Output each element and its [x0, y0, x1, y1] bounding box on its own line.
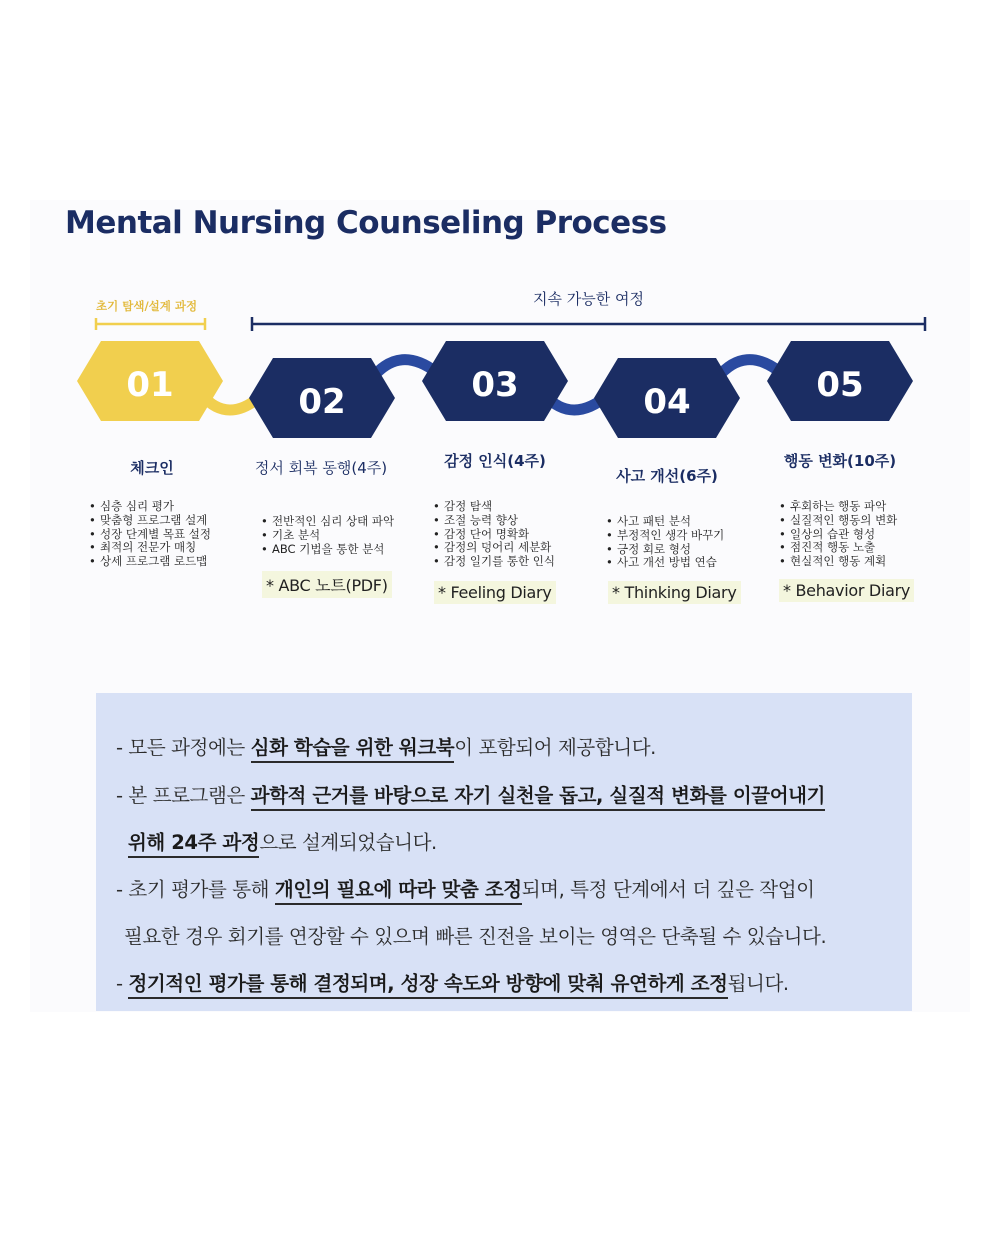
page-title: Mental Nursing Counseling Process: [65, 205, 667, 241]
stage-03-number: 03: [471, 365, 519, 405]
list-item: • 심층 심리 평가: [89, 500, 211, 514]
list-item: • ABC 기법을 통한 분석: [261, 543, 394, 557]
stage-04-items: [606, 515, 724, 570]
stage-05-tool: * Behavior Diary: [779, 579, 914, 602]
list-item: • 현실적인 행동 계획: [779, 555, 897, 569]
stage-05-title: 행동 변화(10주): [783, 452, 897, 470]
list-item: • 후회하는 행동 파악: [779, 500, 897, 514]
list-item: • 점진적 행동 노출: [779, 541, 897, 555]
stage-02-tool: * ABC 노트(PDF): [262, 571, 392, 598]
note-line-1: - 모든 과정에는 심화 학습을 위한 워크북이 포함되어 제공합니다.: [116, 732, 656, 760]
stage-02-title: 정서 회복 동행(4주): [254, 459, 388, 477]
phase-label-sustain: 지속 가능한 여정: [533, 290, 644, 308]
stage-01-items: [89, 500, 211, 569]
list-item: • 조절 능력 향상: [433, 514, 555, 528]
list-item: • 성장 단계별 목표 설정: [89, 528, 211, 542]
list-item: • 사고 개선 방법 연습: [606, 556, 724, 570]
list-item: • 전반적인 심리 상태 파악: [261, 515, 394, 529]
stage-05-items: [779, 500, 897, 569]
list-item: • 일상의 습관 형성: [779, 528, 897, 542]
note-line-2: - 본 프로그램은 과학적 근거를 바탕으로 자기 실천을 돕고, 실질적 변화를 이끌어내기: [116, 780, 825, 808]
early-phase-bracket: [96, 318, 205, 330]
list-item: • 상세 프로그램 로드맵: [89, 555, 211, 569]
stage-05-number: 05: [816, 365, 864, 405]
list-item: • 감정 단어 명확화: [433, 528, 555, 542]
list-item: • 감정 일기를 통한 인식: [433, 555, 555, 569]
stage-03-tool: * Feeling Diary: [434, 581, 556, 604]
list-item: • 감정의 덩어리 세분화: [433, 541, 555, 555]
list-item: • 부정적인 생각 바꾸기: [606, 529, 724, 543]
note-line-6: - 정기적인 평가를 통해 결정되며, 성장 속도와 방향에 맞춰 유연하게 조정됩니다.: [116, 968, 789, 996]
connector-04-05: [718, 360, 780, 377]
stage-02-items: [261, 515, 394, 556]
list-item: • 감정 탐색: [433, 500, 555, 514]
list-item: • 최적의 전문가 매칭: [89, 541, 211, 555]
stage-04-tool: * Thinking Diary: [608, 581, 741, 604]
stage-04-title: 사고 개선(6주): [616, 467, 718, 485]
list-item: • 긍정 회로 형성: [606, 543, 724, 557]
list-item: • 사고 패턴 분석: [606, 515, 724, 529]
stage-01-title: 체크인: [130, 459, 174, 477]
sustain-phase-bracket: [252, 317, 925, 331]
stage-03-title: 감정 인식(4주): [444, 452, 546, 470]
stage-03-items: [433, 500, 555, 569]
list-item: • 맞춤형 프로그램 설계: [89, 514, 211, 528]
stage-01-number: 01: [126, 365, 174, 405]
stage-02-number: 02: [298, 382, 346, 422]
phase-label-early: 초기 탐색/설계 과정: [96, 299, 198, 313]
note-line-5: 필요한 경우 회기를 연장할 수 있으며 빠른 진전을 보이는 영역은 단축될 수 있습니다.: [124, 925, 827, 948]
stage-04-number: 04: [643, 382, 691, 422]
list-item: • 실질적인 행동의 변화: [779, 514, 897, 528]
list-item: • 기초 분석: [261, 529, 394, 543]
note-line-3: 위해 24주 과정으로 설계되었습니다.: [128, 827, 437, 855]
note-line-4: - 초기 평가를 통해 개인의 필요에 따라 맞춤 조정되며, 특정 단계에서 더 깊은 작업이: [116, 874, 815, 902]
